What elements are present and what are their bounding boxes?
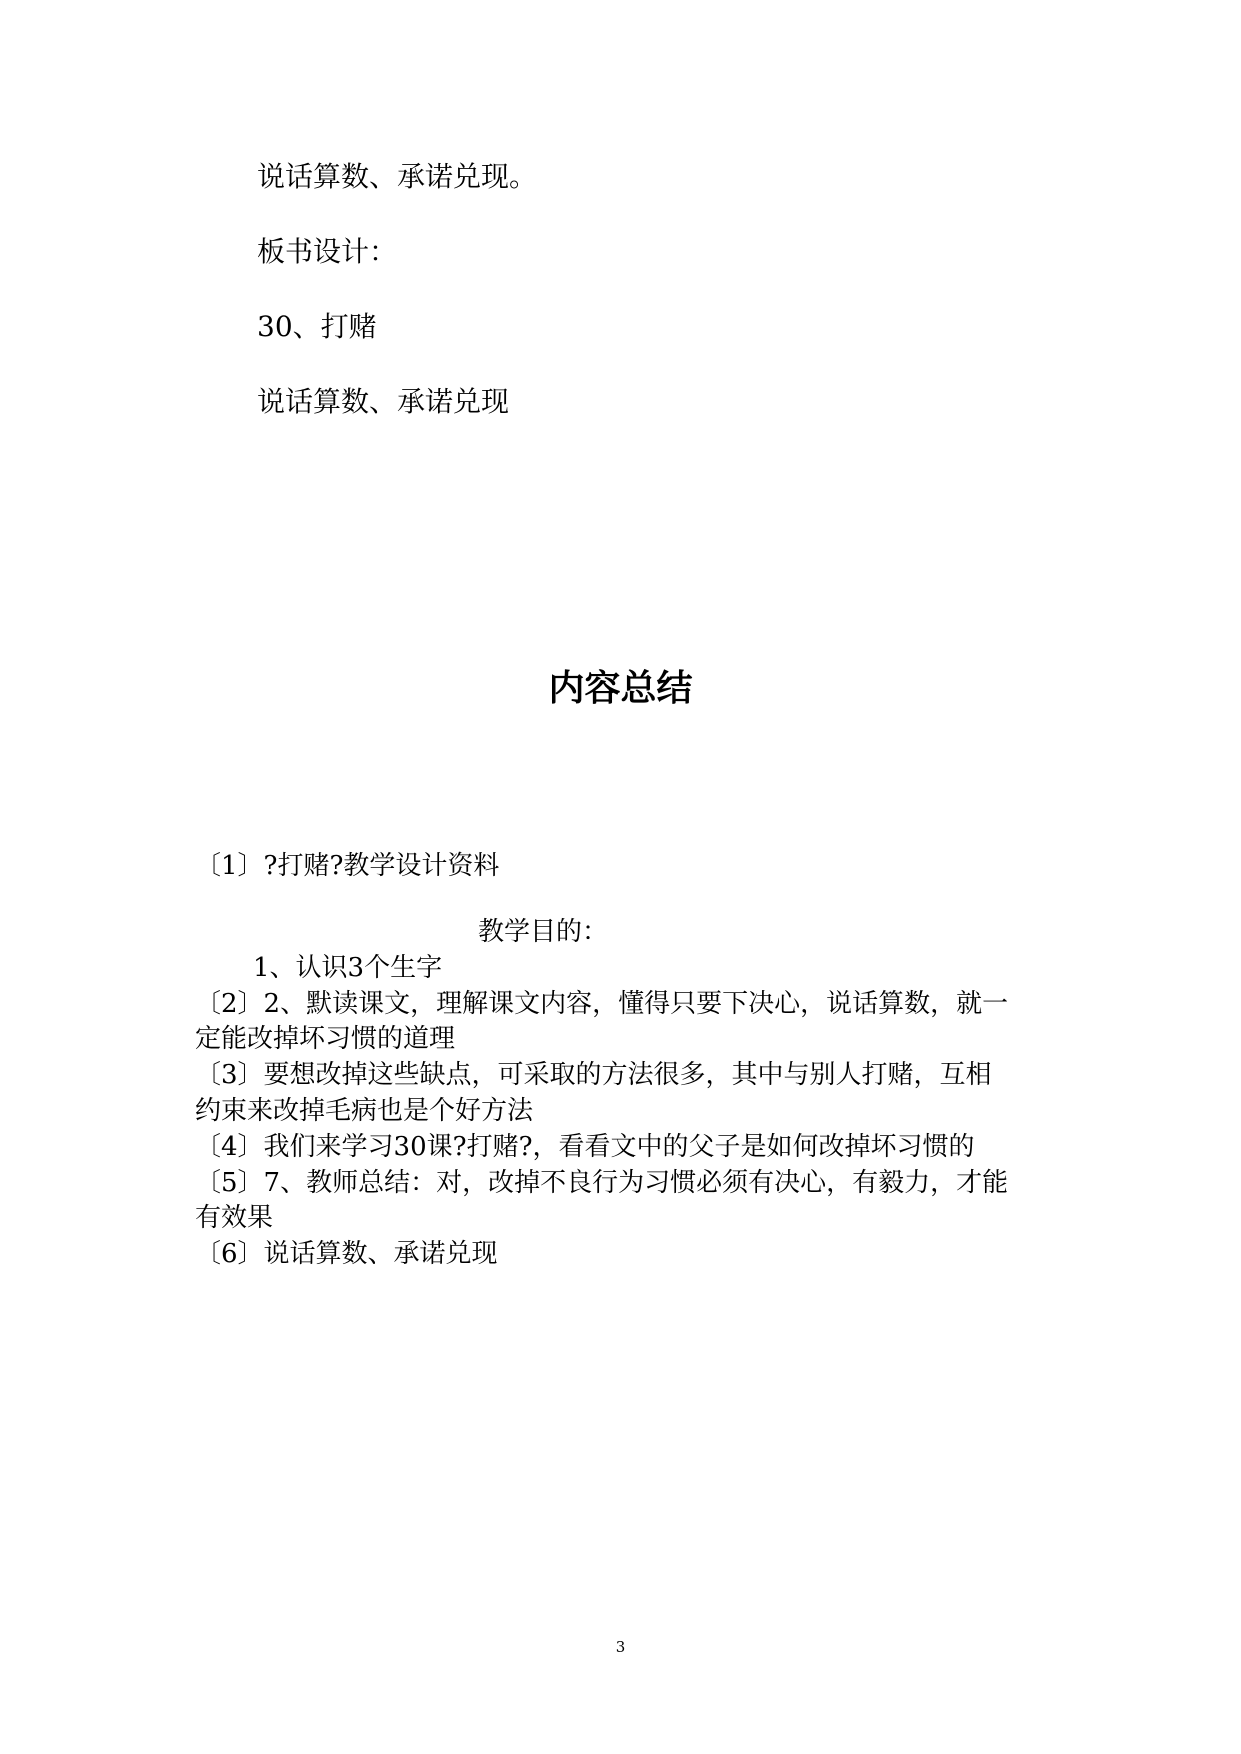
summary-line: 〔4〕我们来学习30课?打赌?，看看文中的父子是如何改掉坏习惯的 [195, 1132, 975, 1162]
closing-line: 说话算数、承诺兑现。 [257, 160, 538, 193]
summary-subheading: 教学目的： [478, 917, 609, 947]
lesson-title-line: 30、打赌 [257, 310, 377, 343]
summary-line: 〔3〕要想改掉这些缺点，可采取的方法很多，其中与别人打赌，互相 [195, 1060, 992, 1090]
summary-line: 1、认识3个生字 [253, 953, 443, 983]
section-title: 内容总结 [548, 668, 693, 709]
page-number: 3 [615, 1638, 626, 1656]
summary-line: 〔1〕?打赌?教学设计资料 [195, 851, 500, 881]
summary-line: 〔6〕说话算数、承诺兑现 [195, 1239, 498, 1269]
summary-line: 定能改掉坏习惯的道理 [195, 1024, 456, 1054]
summary-line: 〔5〕7、教师总结：对，改掉不良行为习惯必须有决心，有毅力，才能 [195, 1168, 1009, 1198]
summary-line: 约束来改掉毛病也是个好方法 [195, 1096, 534, 1126]
summary-line: 有效果 [195, 1203, 274, 1233]
board-design-label: 板书设计： [257, 235, 398, 268]
board-design-line: 说话算数、承诺兑现 [257, 385, 510, 418]
summary-line: 〔2〕2、默读课文，理解课文内容，懂得只要下决心，说话算数，就一 [195, 989, 1009, 1019]
